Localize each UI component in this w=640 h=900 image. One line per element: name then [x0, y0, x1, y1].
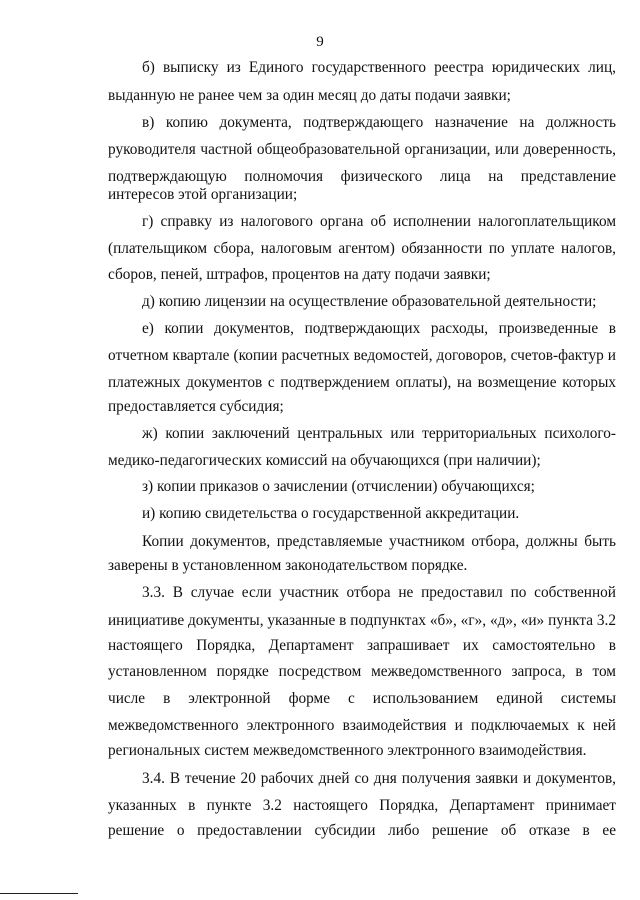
text-line: заверены в установленном законодательством порядке. — [108, 557, 468, 574]
text-line: предоставляется субсидия; — [108, 398, 284, 415]
text-line: д) копию лицензии на осуществление образовательной деятельности; — [142, 293, 597, 310]
text-line: медико-педагогических комиссий на обучающихся (при наличии); — [108, 452, 541, 469]
text-line: инициативе документы, указанные в подпунктах «б», «г», «д», «и» пункта 3.2 — [108, 612, 616, 629]
text-line: руководителя частной общеобразовательной организации, или доверенность, — [108, 141, 616, 158]
text-line: решение о предоставлении субсидии либо решение об отказе в ее — [108, 822, 616, 839]
text-line: числе в электронной форме с использованием единой системы — [108, 690, 616, 707]
text-line: сборов, пеней, штрафов, процентов на дату подачи заявки; — [108, 266, 491, 283]
text-line: выданную не ранее чем за один месяц до даты подачи заявки; — [108, 87, 511, 104]
text-line: настоящего Порядка, Департамент запрашивает их самостоятельно в — [108, 637, 616, 654]
text-line: установленном порядке посредством межведомственного запроса, в том — [108, 663, 616, 680]
text-line: е) копии документов, подтверждающих расходы, произведенные в — [142, 320, 616, 337]
text-line: и) копию свидетельства о государственной аккредитации. — [142, 505, 520, 522]
text-line: б) выписку из Единого государственного реестра юридических лиц, — [142, 59, 616, 76]
text-line: Копии документов, представляемые участником отбора, должны быть — [142, 533, 616, 550]
text-line: г) справку из налогового органа об исполнении налогоплательщиком — [142, 213, 616, 230]
text-line: отчетном квартале (копии расчетных ведомостей, договоров, счетов-фактур и — [108, 347, 616, 364]
text-line: ж) копии заключений центральных или территориальных психолого- — [142, 425, 616, 442]
text-line: в) копию документа, подтверждающего назначение на должность — [142, 114, 616, 131]
text-line: 3.3. В случае если участник отбора не предоставил по собственной — [142, 584, 616, 601]
text-line: региональных систем межведомственного электронного взаимодействия. — [108, 742, 587, 759]
text-line: 3.4. В течение 20 рабочих дней со дня получения заявки и документов, — [142, 770, 616, 787]
text-line: интересов этой организации; — [108, 186, 298, 203]
text-line: (плательщиком сбора, налоговым агентом) обязанности по уплате налогов, — [108, 240, 616, 257]
text-line: подтверждающую полномочия физического лица на представление — [108, 168, 616, 185]
text-line: з) копии приказов о зачислении (отчислении) обучающихся; — [142, 478, 535, 495]
text-line: указанных в пункте 3.2 настоящего Порядка, Департамент принимает — [108, 797, 616, 814]
footer-rule — [0, 893, 78, 894]
text-line: платежных документов с подтверждением оплаты), на возмещение которых — [108, 374, 616, 391]
text-line: межведомственного электронного взаимодействия и подключаемых к ней — [108, 717, 616, 734]
page-number: 9 — [316, 34, 324, 50]
